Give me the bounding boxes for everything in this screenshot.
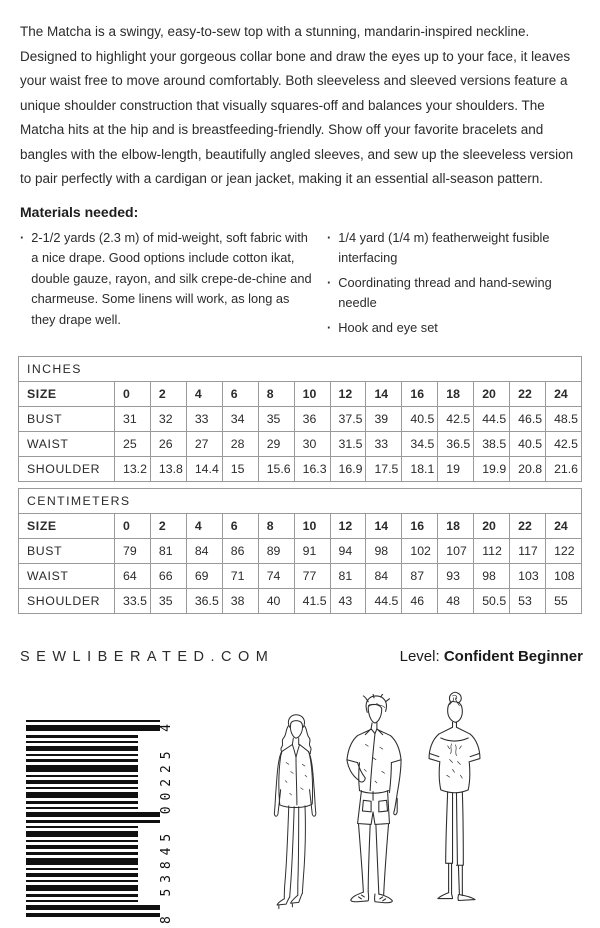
- materials-list: [20, 228, 580, 343]
- measurement-cell: 48.5: [546, 407, 582, 432]
- table-row: [19, 357, 582, 382]
- measurement-cell: 48: [438, 589, 474, 614]
- pattern-description: The Matcha is a swingy, easy-to-sew top with a stunning, mandarin-inspired neckline. Designed to highlight your gorgeous collar bone and draw the eyes up to your face, it leaves your waist free to move around comfortably. Both sleeveless and sleeved versions feature a unique shoulder construction that visually squares-off and balances your shoulders. The Matcha hits at the hip and is breastfeeding-friendly. Show off your favorite bracelets and bangles with the elbow-length, beautifully angled sleeves, and sew up the sleeveless version to pair perfectly with a cardigan or jean jacket, making it an essential all-season pattern.: [20, 24, 574, 186]
- measurement-cell: 35: [150, 589, 186, 614]
- barcode-graphic: [20, 710, 182, 928]
- measurement-cell: 74: [258, 564, 294, 589]
- measurement-cell: 44.5: [366, 589, 402, 614]
- measurement-label: WAIST: [19, 432, 115, 457]
- measurement-label: BUST: [19, 539, 115, 564]
- measurement-cell: 36: [294, 407, 330, 432]
- measurement-cell: 28: [222, 432, 258, 457]
- size-header-cell: 2: [150, 514, 186, 539]
- measurement-cell: 14.4: [186, 457, 222, 482]
- measurement-cell: 20.8: [510, 457, 546, 482]
- table-row: [19, 514, 582, 539]
- measurement-cell: 32: [150, 407, 186, 432]
- measurement-cell: 40.5: [402, 407, 438, 432]
- garment-illustrations: [266, 691, 487, 924]
- bullet-icon: ·: [20, 229, 25, 245]
- measurement-cell: 39: [366, 407, 402, 432]
- barcode-bars-icon: [26, 720, 160, 917]
- bullet-icon: ·: [327, 319, 332, 335]
- size-header-cell: 0: [115, 514, 151, 539]
- measurement-cell: 84: [186, 539, 222, 564]
- measurement-cell: 43: [330, 589, 366, 614]
- measurement-cell: 19: [438, 457, 474, 482]
- website-url: SEWLIBERATED.COM: [20, 649, 275, 665]
- size-header-cell: 10: [294, 382, 330, 407]
- measurement-cell: 36.5: [438, 432, 474, 457]
- barcode-number: 8 53845 00225 4: [159, 724, 174, 924]
- measurement-label: SHOULDER: [19, 589, 115, 614]
- size-header-cell: 4: [186, 514, 222, 539]
- size-table-centimeters: [18, 488, 582, 614]
- level-value: Confident Beginner: [443, 648, 583, 665]
- size-header-cell: 16: [402, 514, 438, 539]
- size-header-cell: 10: [294, 514, 330, 539]
- material-item: [327, 228, 580, 269]
- measurement-cell: 94: [330, 539, 366, 564]
- size-header-cell: 22: [510, 382, 546, 407]
- measurement-cell: 15: [222, 457, 258, 482]
- measurement-cell: 112: [474, 539, 510, 564]
- material-item: [327, 318, 580, 339]
- measurement-cell: 17.5: [366, 457, 402, 482]
- measurement-cell: 34.5: [402, 432, 438, 457]
- measurement-cell: 98: [366, 539, 402, 564]
- measurement-cell: 81: [330, 564, 366, 589]
- measurement-cell: 13.2: [115, 457, 151, 482]
- measurement-cell: 71: [222, 564, 258, 589]
- materials-column-left: [20, 228, 312, 343]
- skill-level: [400, 648, 583, 665]
- size-header-cell: SIZE: [19, 382, 115, 407]
- materials-column-right: [327, 228, 580, 343]
- measurement-cell: 33: [186, 407, 222, 432]
- measurement-cell: 33: [366, 432, 402, 457]
- measurement-cell: 26: [150, 432, 186, 457]
- measurement-cell: 35: [258, 407, 294, 432]
- material-item-text: 2-1/2 yards (2.3 m) of mid-weight, soft fabric with a nice drape. Good options include cotton ikat, double gauze, rayon, and silk crepe-de-chine and charmeuse. Some linens will work, as long as they drape well.: [31, 229, 312, 327]
- materials-heading: Materials needed:: [20, 203, 139, 220]
- measurement-cell: 38: [222, 589, 258, 614]
- size-header-cell: 24: [546, 514, 582, 539]
- measurement-cell: 103: [510, 564, 546, 589]
- measurement-cell: 40: [258, 589, 294, 614]
- measurement-cell: 27: [186, 432, 222, 457]
- measurement-cell: 87: [402, 564, 438, 589]
- measurement-cell: 44.5: [474, 407, 510, 432]
- measurement-cell: 122: [546, 539, 582, 564]
- measurement-cell: 77: [294, 564, 330, 589]
- size-header-cell: 6: [222, 382, 258, 407]
- size-header-cell: 14: [366, 382, 402, 407]
- measurement-cell: 102: [402, 539, 438, 564]
- measurement-cell: 64: [115, 564, 151, 589]
- table-row: [19, 407, 582, 432]
- footer: [20, 648, 583, 665]
- size-header-cell: 18: [438, 382, 474, 407]
- size-header-cell: 2: [150, 382, 186, 407]
- measurement-cell: 93: [438, 564, 474, 589]
- bullet-icon: ·: [327, 274, 332, 290]
- measurement-cell: 46: [402, 589, 438, 614]
- measurement-cell: 91: [294, 539, 330, 564]
- level-label: Level:: [399, 648, 440, 665]
- measurement-cell: 42.5: [438, 407, 474, 432]
- figure-sleeveless-front: [266, 712, 326, 924]
- table-row: [19, 457, 582, 482]
- measurement-cell: 108: [546, 564, 582, 589]
- measurement-cell: 29: [258, 432, 294, 457]
- table-row: [19, 489, 582, 514]
- size-header-cell: SIZE: [19, 514, 115, 539]
- measurement-cell: 41.5: [294, 589, 330, 614]
- measurement-cell: 15.6: [258, 457, 294, 482]
- table-row: [19, 564, 582, 589]
- size-table-inches: [18, 356, 582, 482]
- figure-sleeved-front: [338, 694, 410, 924]
- material-item-text: 1/4 yard (1/4 m) featherweight fusible interfacing: [338, 229, 550, 265]
- measurement-label: WAIST: [19, 564, 115, 589]
- measurement-cell: 38.5: [474, 432, 510, 457]
- size-header-cell: 24: [546, 382, 582, 407]
- table-row: [19, 382, 582, 407]
- size-header-cell: 16: [402, 382, 438, 407]
- measurement-cell: 89: [258, 539, 294, 564]
- measurement-cell: 33.5: [115, 589, 151, 614]
- measurement-cell: 86: [222, 539, 258, 564]
- table-unit-label: INCHES: [19, 357, 582, 382]
- measurement-cell: 25: [115, 432, 151, 457]
- measurement-cell: 19.9: [474, 457, 510, 482]
- size-header-cell: 8: [258, 382, 294, 407]
- material-item-text: Coordinating thread and hand-sewing needle: [338, 274, 552, 310]
- table-row: [19, 589, 582, 614]
- measurement-cell: 79: [115, 539, 151, 564]
- measurement-cell: 16.9: [330, 457, 366, 482]
- table-unit-label: CENTIMETERS: [19, 489, 582, 514]
- measurement-cell: 84: [366, 564, 402, 589]
- measurement-cell: 81: [150, 539, 186, 564]
- material-item: [20, 228, 312, 331]
- measurement-cell: 46.5: [510, 407, 546, 432]
- size-header-cell: 14: [366, 514, 402, 539]
- measurement-cell: 50.5: [474, 589, 510, 614]
- measurement-cell: 53: [510, 589, 546, 614]
- measurement-cell: 16.3: [294, 457, 330, 482]
- measurement-cell: 37.5: [330, 407, 366, 432]
- measurement-cell: 66: [150, 564, 186, 589]
- measurement-cell: 55: [546, 589, 582, 614]
- table-row: [19, 432, 582, 457]
- size-header-cell: 6: [222, 514, 258, 539]
- size-header-cell: 12: [330, 382, 366, 407]
- material-item: [327, 273, 580, 314]
- size-header-cell: 12: [330, 514, 366, 539]
- size-header-cell: 0: [115, 382, 151, 407]
- barcode: [20, 710, 182, 928]
- material-item-text: Hook and eye set: [338, 319, 438, 335]
- size-header-cell: 22: [510, 514, 546, 539]
- figure-sleeved-back: [422, 691, 487, 924]
- measurement-cell: 117: [510, 539, 546, 564]
- measurement-cell: 107: [438, 539, 474, 564]
- size-header-cell: 4: [186, 382, 222, 407]
- measurement-cell: 13.8: [150, 457, 186, 482]
- measurement-cell: 42.5: [546, 432, 582, 457]
- table-row: [19, 539, 582, 564]
- measurement-cell: 30: [294, 432, 330, 457]
- bullet-icon: ·: [327, 229, 332, 245]
- measurement-cell: 21.6: [546, 457, 582, 482]
- measurement-label: BUST: [19, 407, 115, 432]
- measurement-cell: 98: [474, 564, 510, 589]
- size-header-cell: 18: [438, 514, 474, 539]
- size-header-cell: 20: [474, 514, 510, 539]
- measurement-cell: 40.5: [510, 432, 546, 457]
- measurement-cell: 69: [186, 564, 222, 589]
- bottom-section: [0, 690, 600, 928]
- measurement-cell: 18.1: [402, 457, 438, 482]
- size-header-cell: 20: [474, 382, 510, 407]
- measurement-cell: 31.5: [330, 432, 366, 457]
- measurement-cell: 34: [222, 407, 258, 432]
- size-header-cell: 8: [258, 514, 294, 539]
- measurement-cell: 31: [115, 407, 151, 432]
- measurement-cell: 36.5: [186, 589, 222, 614]
- measurement-label: SHOULDER: [19, 457, 115, 482]
